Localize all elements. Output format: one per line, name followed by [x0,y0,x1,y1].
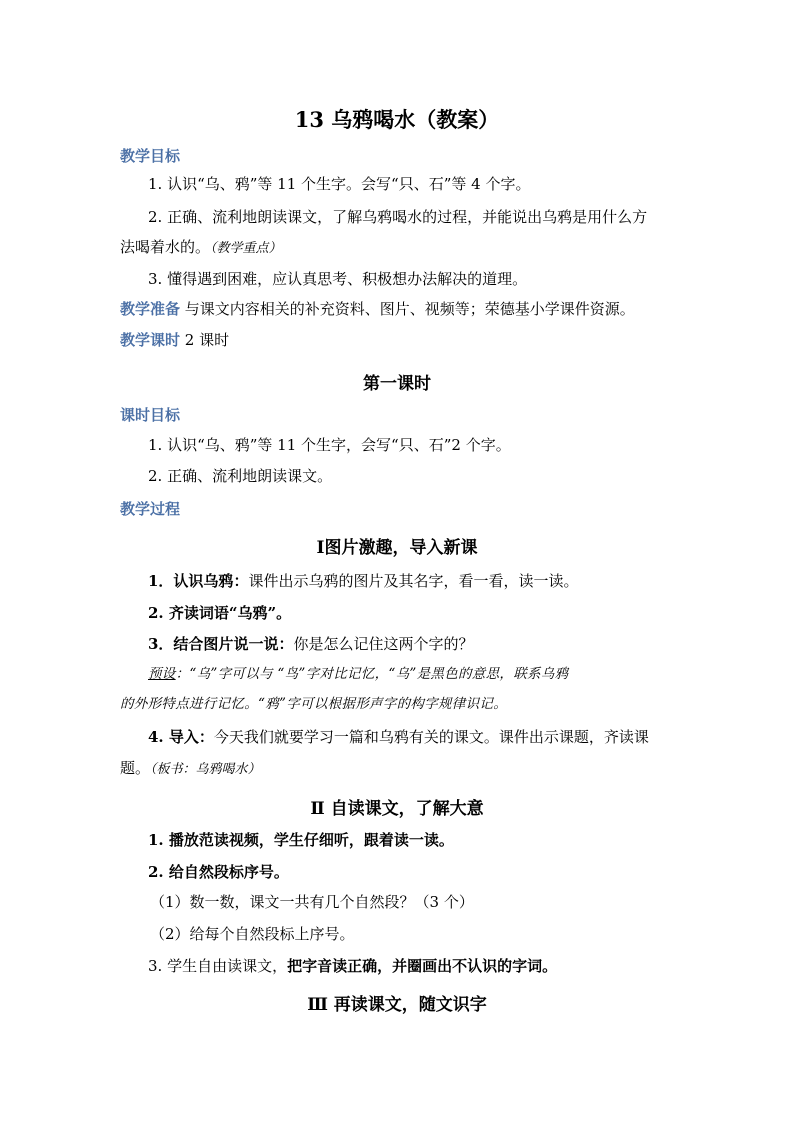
step-1-3-text: 你是怎么记住这两个字的？ [293,635,474,653]
step-2-3-text: 把字音读正确，并圈画出不认识的字词。 [287,957,558,975]
preset-label: 预设 [148,666,176,682]
step-1-4-line1 [148,727,649,747]
preparation-line [120,299,635,319]
section-1-heading: Ⅰ图片激趣，导入新课 [316,538,478,558]
step-1-4-line2 [120,758,261,780]
hours-text: 2 课时 [180,331,230,349]
goal-3: 3. 懂得遇到困难，应认真思考、积极想办法解决的道理。 [148,270,528,288]
step-1-1 [148,571,578,591]
goal-2-text: 法喝着水的。 [120,238,211,256]
step-1-3-label: 3．结合图片说一说： [148,635,294,653]
document-title: 13 乌鸦喝水（教案） [294,107,500,132]
goal-2-line2 [120,237,282,259]
lesson-goal-2: 2. 正确、流利地朗读课文。 [148,467,333,485]
step-1-4-label: 4. 导入： [148,728,214,746]
goals-heading: 教学目标 [120,147,181,165]
preset-line2: 的外形特点进行记忆。“鸦”字可以根据形声字的构字规律识记。 [120,696,508,712]
step-2-3 [148,956,557,976]
step-1-2: 2. 齐读词语“乌鸦”。 [148,604,292,622]
step-1-4-text: 今天我们就要学习一篇和乌鸦有关的课文。课件出示课题，齐读课 [213,728,649,746]
step-1-4-text-end: 题。 [120,759,151,777]
goal-1: 1. 认识“乌、鸦”等 11 个生字。会写“只、石”等 4 个字。 [148,175,531,193]
step-1-1-label: 1．认识乌鸦： [148,572,249,590]
lesson-goal-1: 1. 认识“乌、鸦”等 11 个生字，会写“只、石”2 个字。 [148,436,511,454]
preset-line1 [148,664,568,684]
step-2-3-label: 3. 学生自由读课文， [148,957,288,975]
section-2-heading: Ⅱ 自读课文，了解大意 [310,799,484,819]
step-2-2a: （1）数一数，课文一共有几个自然段？（3 个） [150,893,474,911]
board-note: （板书：乌鸦喝水） [150,762,261,777]
hours-line [120,330,229,350]
step-2-2b: （2）给每个自然段标上序号。 [150,925,355,943]
preparation-heading: 教学准备 [120,300,181,318]
step-2-2: 2. 给自然段标序号。 [148,863,289,881]
step-2-1: 1. 播放范读视频，学生仔细听，跟着读一读。 [148,831,454,849]
lesson-1-heading: 第一课时 [363,374,431,394]
key-point-note: （教学重点） [210,241,282,256]
step-1-3 [148,634,473,654]
preset-text-1: ：“乌”字可以与 “鸟”字对比记忆，“乌”是黑色的意思，联系乌鸦 [175,666,569,682]
step-1-1-text: 课件出示乌鸦的图片及其名字，看一看，读一读。 [248,572,579,590]
process-heading: 教学过程 [120,500,181,518]
preparation-text: 与课文内容相关的补充资料、图片、视频等；荣德基小学课件资源。 [180,300,635,318]
section-3-heading: Ⅲ 再读课文，随文识字 [307,995,487,1015]
goal-2-line1: 2. 正确、流利地朗读课文，了解乌鸦喝水的过程，并能说出乌鸦是用什么方 [148,208,648,226]
lesson-goals-heading: 课时目标 [120,406,181,424]
hours-heading: 教学课时 [120,331,181,349]
